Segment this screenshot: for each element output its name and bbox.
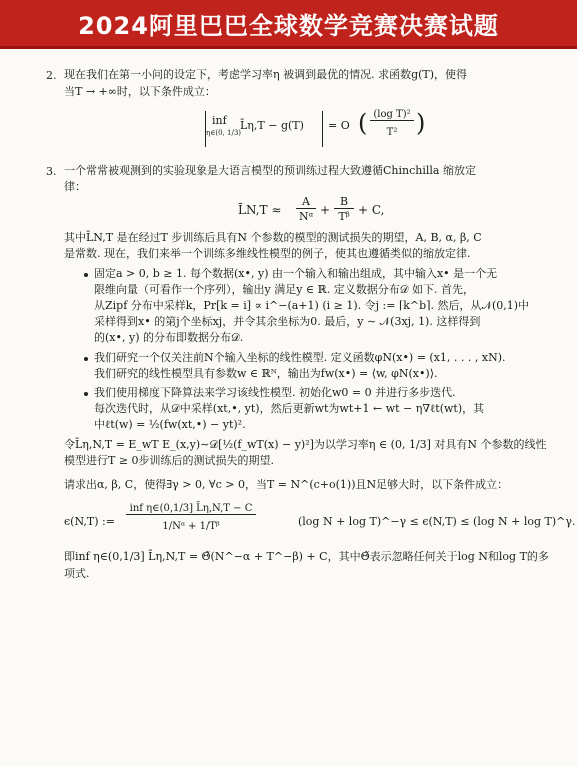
law-plus: + bbox=[320, 203, 331, 217]
formula-numerator: (log T)² bbox=[370, 109, 414, 121]
final-line-1: 即inf η∈(0,1/3] L̄η,N,T = Θ̃(N^−α + T^−β) + C，其中Θ̃表示忽略任何关于log N和log T的多 bbox=[64, 550, 549, 563]
bullet-3-line-2: 每次迭代时，从𝒟中采样(xt,•, yt)，然后更新wt为wt+1 ← wt − η∇ℓt(wt)，其 bbox=[94, 402, 485, 415]
question-2-line-2: 当T → +∞时，以下条件成立： bbox=[64, 85, 216, 98]
bullet-1-line-2: 限维向量（可看作一个序列），输出y 满足y ∈ ℝ. 定义数据分布𝒟 如下. 首先， bbox=[94, 283, 474, 296]
bullet-2-line-2: 我们研究的线性模型具有参数w ∈ ℝᴺ，输出为fw(x•) = ⟨w, φN(x•)⟩. bbox=[94, 367, 438, 380]
formula-loss-minus-g: L̄η,T − g(T) bbox=[240, 119, 304, 132]
question-2-number: 2. bbox=[46, 69, 57, 82]
question-3-number: 3. bbox=[46, 165, 57, 178]
bullet-1-marker bbox=[84, 273, 88, 277]
document-page: 2. 现在我们在第一小问的设定下，考虑学习率η 被调到最优的情况. 求函数g(T)，使得 当T → +∞时，以下条件成立： inf η∈(0, 1/3) L̄η,T − g(T) = O ( (log T)² T² ) 3. 一个常常被观测到的实验现象是大语言模型的预训练过程大致遵循Chinchilla 缩放定 律： L̄N,T ≈ A Nᵅ + B Tᵝ + C, 其中L̄N,T 是在经过T 步训练后具有N 个参数的模型的测试损失的期望，A, B, α, β, C 是常数. 现在，我们来举一个训练多维线性模型的例子，使其也遵循类似的缩放定律. 固定a > 0, b ≥ 1. 每个数据(x•, y) 由一个输入和输出组成，其中输入x• 是一个无 限维向量（可看作一个序列），输出y 满足y ∈ ℝ. 定义数据分布𝒟 如下. 首先， 从Zipf 分布中采样k，Pr[k = i] ∝ i^−(a+1) (i ≥ 1). 令j := ⌈k^b⌉. 然后，从𝒩(0,1)中 采样得到x• 的第j个坐标xj，并令其余坐标为0. 最后，y ∼ 𝒩(3xj, 1). 这样得到 的(x•, y) 的分布即数据分布𝒟. 我们研究一个仅关注前N个输入坐标的线性模型. 定义函数φN(x•) = (x1, . . . , xN). 我们研究的线性模型具有参数w ∈ ℝᴺ，输出为fw(x•) = ⟨w, φN(x•)⟩. 我们使用梯度下降算法来学习该线性模型. 初始化w0 = 0 并进行多步迭代. 每次迭代时，从𝒟中采样(xt,•, yt)，然后更新wt为wt+1 ← wt − η∇ℓt(wt)，其 中ℓt(w) = ½(fw(xt,•) − yt)². 令L̄η,N,T = E_wT E_(x,y)∼𝒟[½(f_wT(x) − y)²]为以学习率η ∈ (0, 1/3] 对具有N 个参数的线性 模型进行T ≥ 0步训练后的测试损失的期望. 请求出α, β, C，使得∃γ > 0, ∀c > 0，当T = N^(c+o(1))且N足够大时，以下条件成立： ϵ(N,T) := inf η∈(0,1/3] L̄η,N,T − C 1/Nᵅ + 1/Tᵝ (log N + log T)^−γ ≤ ϵ(N,T) ≤ (log N + log T)^γ. 即inf η∈(0,1/3] L̄η,N,T = Θ̃(N^−α + T^−β) + C，其中Θ̃表示忽略任何关于log N和log T的多 项式. bbox=[0, 49, 577, 767]
formula-inf: inf bbox=[212, 114, 227, 127]
bullet-1-line-3: 从Zipf 分布中采样k，Pr[k = i] ∝ i^−(a+1) (i ≥ 1). 令j := ⌈k^b⌉. 然后，从𝒩(0,1)中 bbox=[94, 299, 530, 312]
law-T-beta: Tᵝ bbox=[338, 210, 350, 223]
page-title: 2024阿里巴巴全球数学竞赛决赛试题 bbox=[78, 12, 499, 40]
law-A: A bbox=[296, 195, 316, 209]
law-B: B bbox=[334, 195, 354, 209]
loss-definition-line-2: 模型进行T ≥ 0步训练后的测试损失的期望. bbox=[64, 454, 275, 467]
epsilon-numerator: inf η∈(0,1/3] L̄η,N,T − C bbox=[126, 503, 256, 515]
question-3-line-2: 律： bbox=[64, 180, 86, 193]
law-tail: + C, bbox=[358, 203, 385, 217]
question-2-line-1: 现在我们在第一小问的设定下，考虑学习率η 被调到最优的情况. 求函数g(T)，使得 bbox=[64, 68, 468, 81]
bullet-1-line-1: 固定a > 0, b ≥ 1. 每个数据(x•, y) 由一个输入和输出组成，其中输入x• 是一个无 bbox=[94, 267, 498, 280]
bullet-1-line-5: 的(x•, y) 的分布即数据分布𝒟. bbox=[94, 331, 244, 344]
title-banner bbox=[0, 0, 577, 49]
formula-big-o: = O bbox=[328, 119, 350, 132]
epsilon-bounds: (log N + log T)^−γ ≤ ϵ(N,T) ≤ (log N + log T)^γ. bbox=[298, 515, 576, 528]
loss-definition-line-1: 令L̄η,N,T = E_wT E_(x,y)∼𝒟[½(f_wT(x) − y)²]为以学习率η ∈ (0, 1/3] 对具有N 个参数的线性 bbox=[64, 438, 547, 451]
formula-inf-subscript: η∈(0, 1/3) bbox=[206, 129, 242, 137]
bullet-2-marker bbox=[84, 357, 88, 361]
bullet-3-line-3: 中ℓt(w) = ½(fw(xt,•) − yt)². bbox=[94, 418, 246, 431]
final-line-2: 项式. bbox=[64, 567, 90, 580]
law-N-alpha: Nᵅ bbox=[298, 210, 314, 223]
epsilon-lhs: ϵ(N,T) := bbox=[64, 515, 115, 528]
question-3-line-1: 一个常常被观测到的实验现象是大语言模型的预训练过程大致遵循Chinchilla 缩放定 bbox=[64, 164, 476, 177]
requirement-line-1: 请求出α, β, C，使得∃γ > 0, ∀c > 0，当T = N^(c+o(1))且N足够大时，以下条件成立： bbox=[64, 478, 509, 491]
bullet-3-line-1: 我们使用梯度下降算法来学习该线性模型. 初始化w0 = 0 并进行多步迭代. bbox=[94, 386, 456, 399]
question-3-explanation-2: 是常数. 现在，我们来举一个训练多维线性模型的例子，使其也遵循类似的缩放定律. bbox=[64, 247, 471, 260]
bullet-3-marker bbox=[84, 392, 88, 396]
law-lhs: L̄N,T ≈ bbox=[238, 203, 282, 217]
bullet-2-line-1: 我们研究一个仅关注前N个输入坐标的线性模型. 定义函数φN(x•) = (x1, . . . , xN). bbox=[94, 351, 506, 364]
bullet-1-line-4: 采样得到x• 的第j个坐标xj，并令其余坐标为0. 最后，y ∼ 𝒩(3xj, 1). 这样得到 bbox=[94, 315, 481, 328]
formula-denominator: T² bbox=[386, 127, 398, 138]
question-3-explanation-1: 其中L̄N,T 是在经过T 步训练后具有N 个参数的模型的测试损失的期望，A, B, α, β, C bbox=[64, 231, 482, 244]
epsilon-denominator: 1/Nᵅ + 1/Tᵝ bbox=[162, 521, 220, 532]
